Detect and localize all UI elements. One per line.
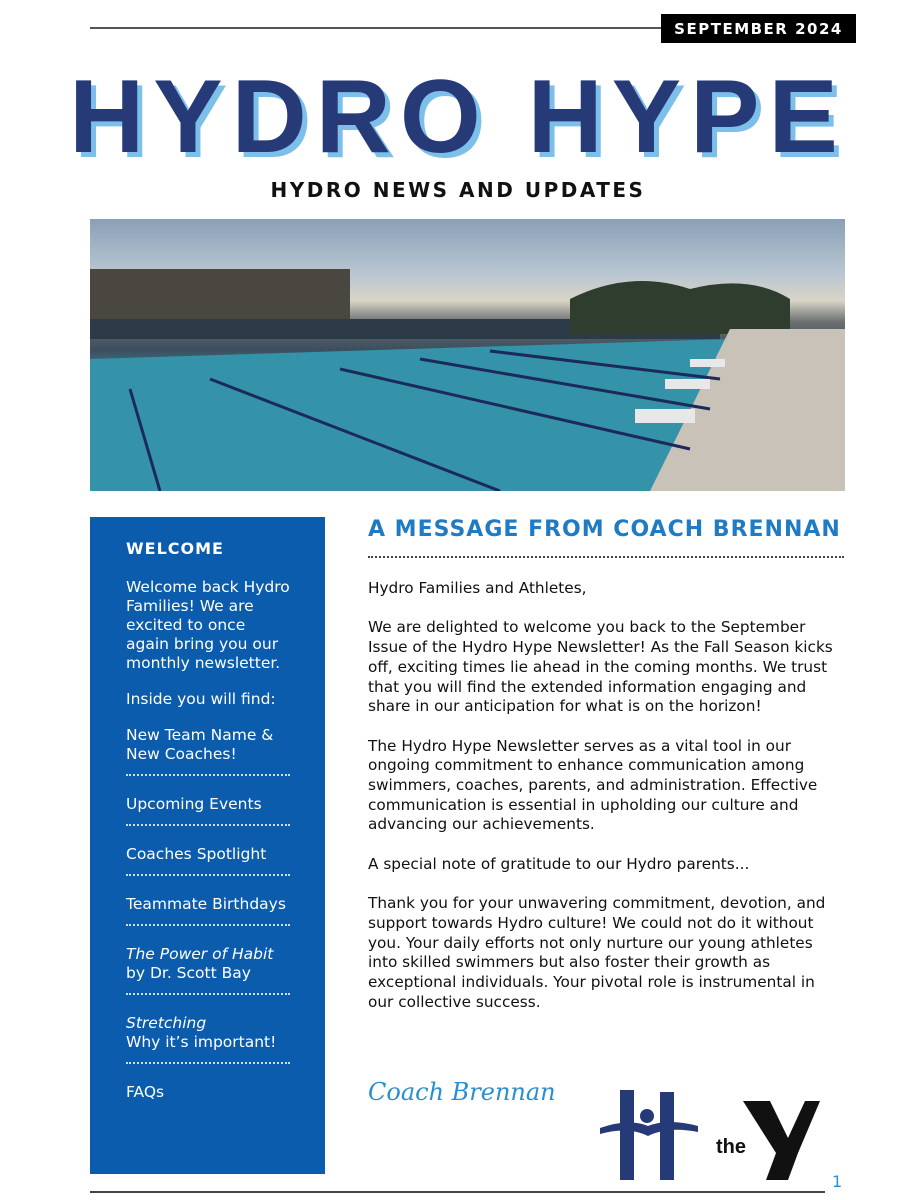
divider xyxy=(126,1062,290,1064)
svg-text:YMCA: YMCA xyxy=(792,1166,805,1183)
top-rule xyxy=(90,27,665,29)
divider xyxy=(126,824,290,826)
message-paragraph: The Hydro Hype Newsletter serves as a vital tool in our ongoing commitment to enhance communication among swimmers, coaches, parents, and administration. Effective communication is essential in upholding our culture and advancing our achievements. xyxy=(368,736,818,834)
message-heading: A MESSAGE FROM COACH BRENNAN xyxy=(368,517,844,558)
coach-message xyxy=(368,517,844,1032)
svg-text:the: the xyxy=(716,1136,746,1158)
sidebar-inside-label: Inside you will find: xyxy=(126,690,276,708)
toc-label: The Power of Habit xyxy=(126,945,274,963)
toc-label: Why it’s important! xyxy=(126,1033,277,1051)
message-paragraph: Hydro Families and Athletes, xyxy=(368,579,587,597)
message-paragraph: We are delighted to welcome you back to the September Issue of the Hydro Hype Newsletter! As the Fall Season kicks off, exciting times lie ahead in the coming months. We trust that you will find the extended information engaging and share in our anticipation for what is on the horizon! xyxy=(368,618,833,716)
pool-photo xyxy=(90,219,845,491)
newsletter-subtitle: HYDRO NEWS AND UPDATES xyxy=(270,178,646,202)
toc-item-power-of-habit[interactable] xyxy=(126,945,290,983)
divider xyxy=(126,993,290,995)
newsletter-title: HYDRO HYPE xyxy=(69,59,847,175)
toc-item-upcoming-events[interactable]: Upcoming Events xyxy=(126,795,262,813)
toc-label: New Coaches! xyxy=(126,745,237,763)
toc-label: by Dr. Scott Bay xyxy=(126,964,251,982)
page-number: 1 xyxy=(832,1172,843,1191)
toc-item-faqs[interactable]: FAQs xyxy=(126,1083,165,1101)
divider xyxy=(126,774,290,776)
toc-item-new-team[interactable] xyxy=(126,726,290,764)
toc-item-stretching[interactable] xyxy=(126,1014,290,1052)
message-paragraph: A special note of gratitude to our Hydro parents... xyxy=(368,854,750,873)
sidebar-heading: WELCOME xyxy=(126,539,224,558)
welcome-sidebar xyxy=(90,517,325,1174)
coach-signature: Coach Brennan xyxy=(368,1078,556,1106)
toc-label: Stretching xyxy=(126,1014,207,1032)
bottom-rule xyxy=(90,1191,825,1193)
divider xyxy=(126,924,290,926)
logos xyxy=(598,1088,828,1187)
toc-item-coaches-spotlight[interactable]: Coaches Spotlight xyxy=(126,845,267,863)
sidebar-intro: Welcome back Hydro Families! We are excited to once again bring you our monthly newsletter. xyxy=(126,578,290,672)
issue-date: SEPTEMBER 2024 xyxy=(661,14,856,43)
message-paragraph: Thank you for your unwavering commitment, devotion, and support towards Hydro culture! We could not do it without you. Your daily efforts not only nurture our young athletes into skilled swimmers but also foster their growth as exceptional individuals. Your pivotal role is instrumental in our collective success. xyxy=(368,894,826,1011)
hydro-logo-icon xyxy=(598,1088,828,1183)
toc-item-birthdays[interactable]: Teammate Birthdays xyxy=(126,895,286,913)
toc-label: New Team Name & xyxy=(126,726,274,744)
divider xyxy=(126,874,290,876)
